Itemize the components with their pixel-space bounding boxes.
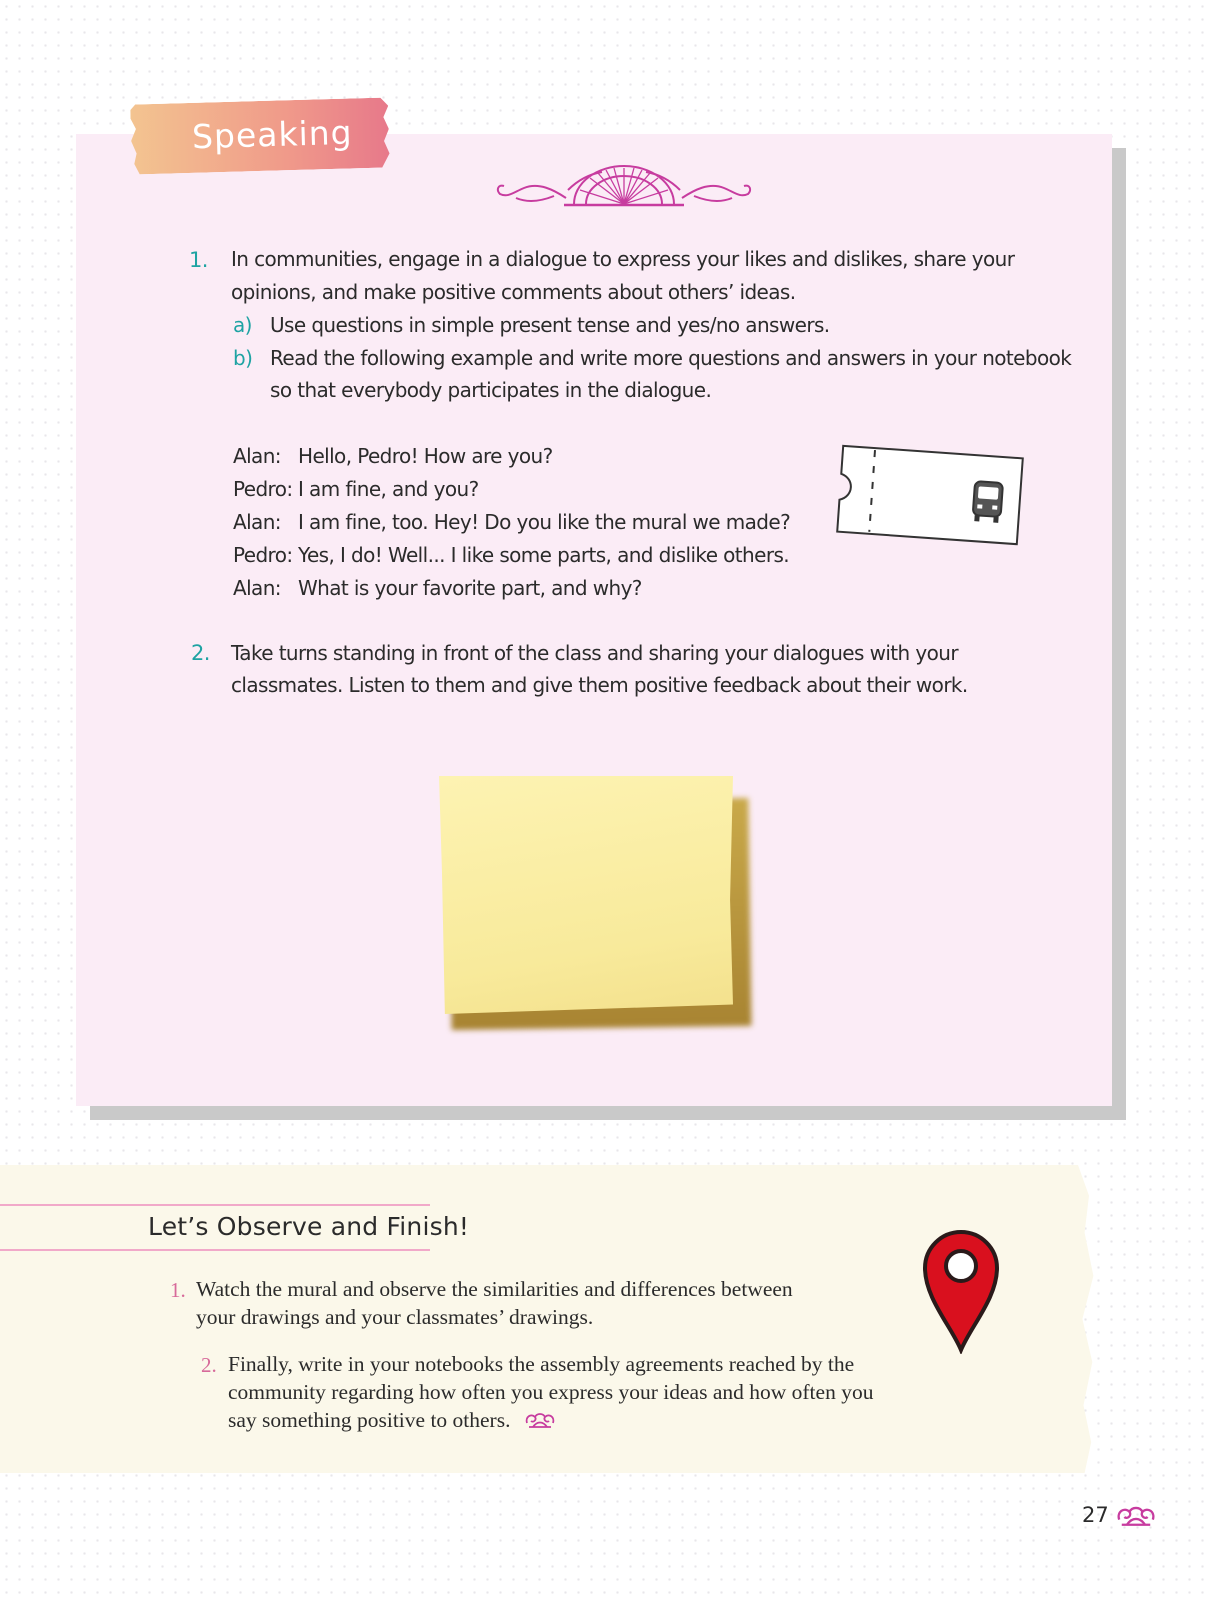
- sticky-note: [439, 776, 733, 1014]
- item-1-line-1: In communities, engage in a dialogue to express your likes and dislikes, share your: [231, 247, 1015, 271]
- page-number: 27: [1082, 1503, 1109, 1527]
- dialogue-line-4: Yes, I do! Well... I like some parts, and dislike others.: [298, 543, 790, 567]
- observe-title: Let’s Observe and Finish!: [148, 1212, 470, 1241]
- observe-item-1-line-2: your drawings and your classmates’ drawings.: [196, 1305, 594, 1329]
- dialogue-line-5: What is your favorite part, and why?: [298, 576, 642, 600]
- map-pin-icon: [921, 1228, 1001, 1354]
- observe-item-2-line-3: say something positive to others.: [228, 1408, 511, 1432]
- subitem-b-line-2: so that everybody participates in the dialogue.: [270, 378, 712, 402]
- subitem-b-line-1: Read the following example and write more questions and answers in your notebook: [270, 346, 1072, 370]
- observe-item-2-line-1: Finally, write in your notebooks the assembly agreements reached by the: [228, 1352, 855, 1376]
- ornament-icon: [523, 1411, 557, 1431]
- item-2-number: 2.: [191, 641, 210, 665]
- observe-item-2-line-2: community regarding how often you express your ideas and how often you: [228, 1380, 874, 1404]
- subitem-a-text: Use questions in simple present tense and yes/no answers.: [270, 313, 830, 337]
- bus-ticket-icon: [832, 440, 1028, 550]
- ornament-icon: [1114, 1504, 1158, 1530]
- observe-item-1-number: 1.: [170, 1278, 186, 1302]
- ornament-icon: [494, 160, 754, 210]
- observe-item-2-number: 2.: [201, 1353, 217, 1377]
- subitem-b-letter: b): [233, 346, 253, 370]
- dialogue-speaker-5: Alan:: [233, 576, 281, 600]
- dialogue-speaker-2: Pedro:: [233, 477, 293, 501]
- item-2-line-2: classmates. Listen to them and give them positive feedback about their work.: [231, 673, 968, 697]
- title-rule-top: [0, 1204, 430, 1206]
- dialogue-line-1: Hello, Pedro! How are you?: [298, 444, 553, 468]
- dialogue-line-2: I am fine, and you?: [298, 477, 479, 501]
- dialogue-speaker-4: Pedro:: [233, 543, 293, 567]
- item-2-line-1: Take turns standing in front of the class and sharing your dialogues with your: [231, 641, 958, 665]
- speaking-title: Speaking: [191, 112, 354, 157]
- item-1-line-2: opinions, and make positive comments about others’ ideas.: [231, 280, 796, 304]
- item-1-number: 1.: [189, 248, 208, 272]
- dialogue-line-3: I am fine, too. Hey! Do you like the mural we made?: [298, 510, 791, 534]
- title-rule-bottom: [0, 1249, 430, 1251]
- observe-item-1-line-1: Watch the mural and observe the similarities and differences between: [196, 1277, 793, 1301]
- subitem-a-letter: a): [233, 313, 252, 337]
- dialogue-speaker-1: Alan:: [233, 444, 281, 468]
- dialogue-speaker-3: Alan:: [233, 510, 281, 534]
